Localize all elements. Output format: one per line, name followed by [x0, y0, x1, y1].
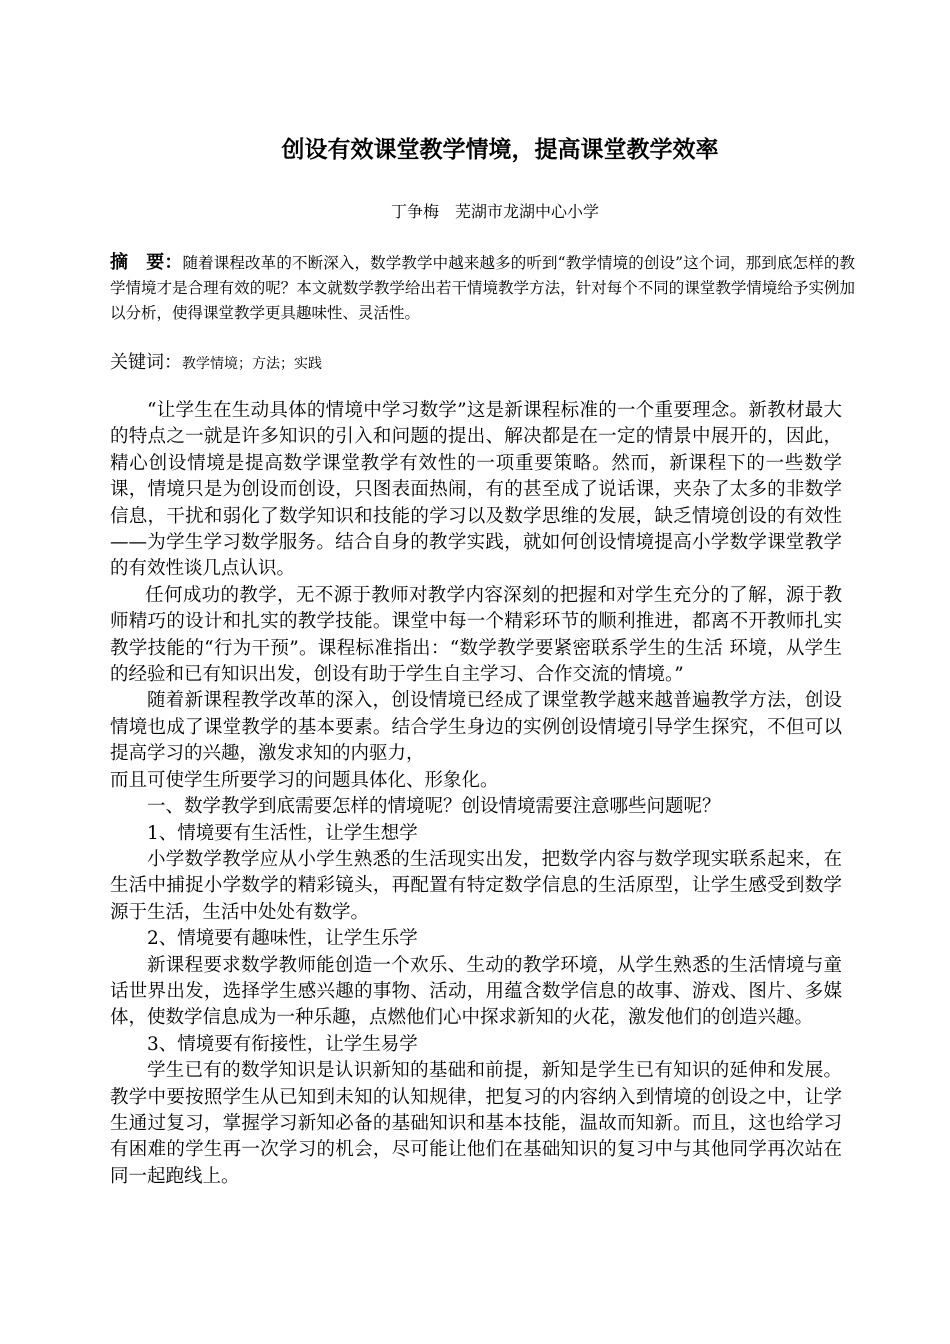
body-paragraph: “让学生在生动具体的情境中学习数学”这是新课程标准的一个重要理念。新教材最大的特点之一就是许多知识的引入和问题的提出、解决都是在一定的情景中展开的，因此，精心创设情境是提高数学课堂教学有效性的一项重要策略。然而，新课程下的一些数学课，情境只是为创设而创设，只图表面热闹，有的甚至成了说话课，夹杂了太多的非数学信息，干扰和弱化了数学知识和技能的学习以及数学思维的发展，缺乏情境创设的有效性——为学生学习数学服务。结合自身的教学实践，就如何创设情境提高小学数学课堂教学的有效性谈几点认识。: [110, 400, 842, 580]
keywords-section: [110, 350, 855, 377]
body-paragraph: 新课程要求数学教师能创造一个欢乐、生动的教学环境，从学生熟悉的生活情境与童话世界出发，选择学生感兴趣的事物、活动，用蕴含数学信息的故事、游戏、图片、多媒体，使数学信息成为一种乐趣，点燃他们心中探求新知的火花，激发他们的创造兴趣。: [110, 954, 842, 1029]
document-title: 创设有效课堂教学情境，提高课堂教学效率: [281, 137, 719, 163]
body-paragraph: 学生已有的数学知识是认识新知的基础和前提，新知是学生已有知识的延伸和发展。教学中要按照学生从已知到未知的认知规律，把复习的内容纳入到情境的创设之中，让学生通过复习，掌握学习新知必备的基础知识和基本技能，温故而知新。而且，这也给学习有困难的学生再一次学习的机会，尽可能让他们在基础知识的复习中与其他同学再次站在同一起跑线上。: [110, 1060, 842, 1187]
keywords-label: 关键词：: [110, 352, 182, 373]
body-paragraph: 任何成功的教学，无不源于教师对教学内容深刻的把握和对学生充分的了解，源于教师精巧的设计和扎实的教学技能。课堂中每一个精彩环节的顺利推进，都离不开教师扎实教学技能的“行为干预”。课程标准指出：“数学教学要紧密联系学生的生活 环境，从学生的经验和已有知识出发，创设有助于学生自主学习、合作交流的情境。”: [110, 584, 842, 686]
section-heading: 一、数学教学到底需要怎样的情境呢？创设情境需要注意哪些问题呢？: [147, 796, 721, 818]
subsection-heading: 2、情境要有趣味性，让学生乐学: [147, 928, 418, 950]
abstract-text: 随着课程改革的不断深入，数学教学中越来越多的听到“教学情境的创设”这个词，那到底怎样的教学情境才是合理有效的呢？本文就数学教学给出若干情境教学方法，针对每个不同的课堂教学情境给予实例加以分析，使得课堂教学更具趣味性、灵活性。: [110, 254, 856, 322]
keywords-text: 教学情境；方法；实践: [182, 356, 322, 372]
abstract-label: 摘 要：: [110, 252, 183, 273]
body-paragraph: 随着新课程教学改革的深入，创设情境已经成了课堂教学越来越普遍教学方法，创设情境也成了课堂教学的基本要素。结合学生身边的实例创设情境引导学生探究，不但可以提高学习的兴趣，激发求知的内驱力，: [110, 690, 842, 765]
abstract-section: [110, 250, 855, 326]
body-text: [110, 398, 842, 1190]
body-paragraph: 小学数学教学应从小学生熟悉的生活现实出发，把数学内容与数学现实联系起来，在生活中捕捉小学数学的精彩镜头，再配置有特定数学信息的生活原型，让学生感受到数学源于生活，生活中处处有数学。: [110, 848, 842, 923]
author-line: 丁争梅 芜湖市龙湖中心小学: [390, 202, 599, 221]
subsection-heading: 3、情境要有衔接性，让学生易学: [147, 1033, 418, 1055]
body-paragraph: 而且可使学生所要学习的问题具体化、形象化。: [110, 769, 499, 791]
subsection-heading: 1、情境要有生活性，让学生想学: [147, 822, 418, 844]
